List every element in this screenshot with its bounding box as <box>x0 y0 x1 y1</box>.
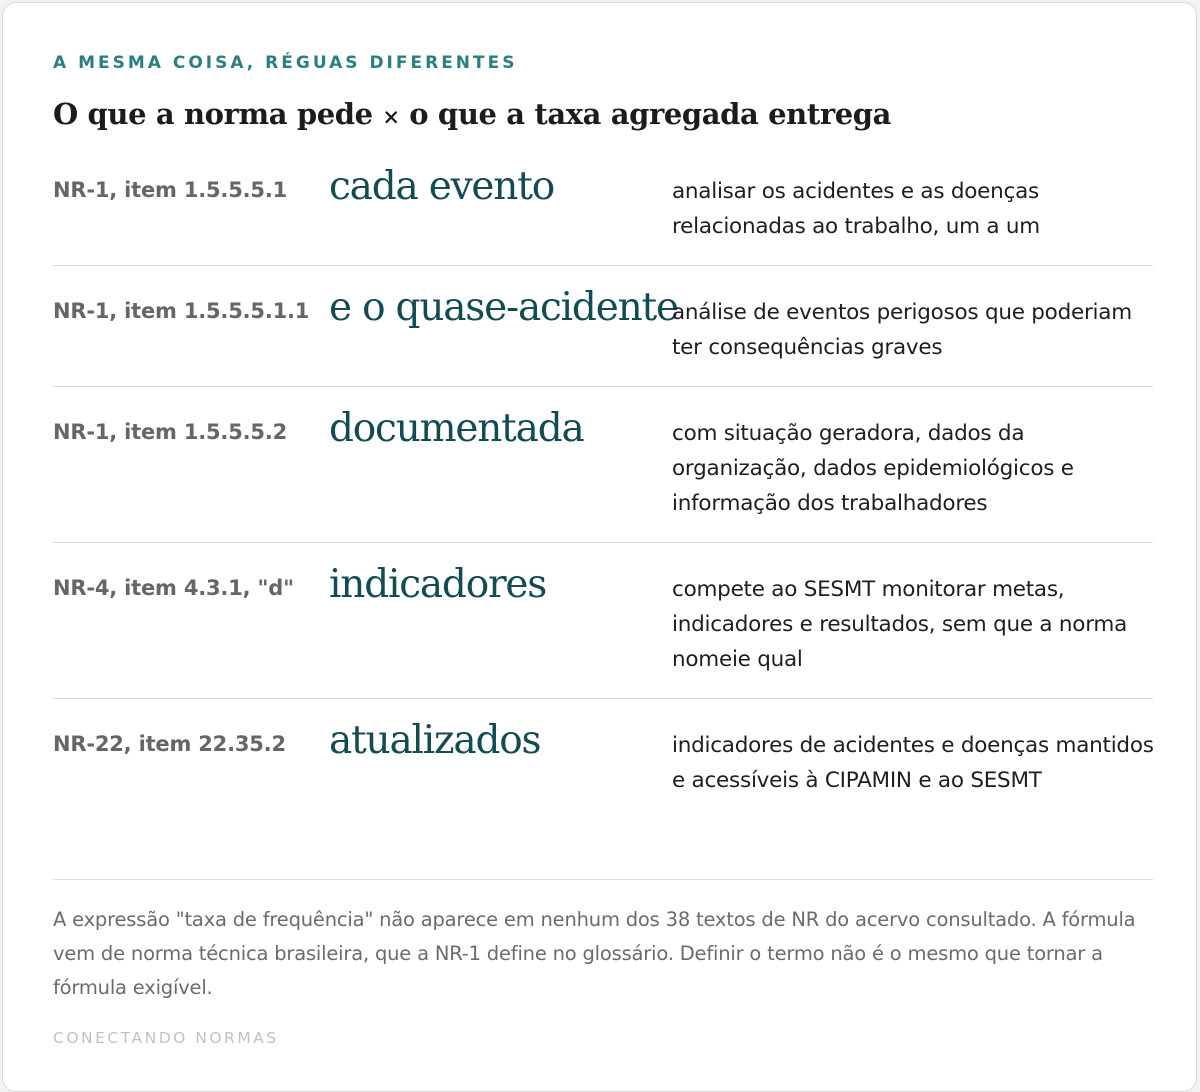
norm-description: com situação geradora, dados da organização, dados epidemiológicos e informação dos trabalhadores <box>672 421 1074 516</box>
norm-row <box>53 719 1153 855</box>
norm-description: analisar os acidentes e as doenças relacionadas ao trabalho, um a um <box>672 179 1040 239</box>
norm-reference: NR-1, item 1.5.5.5.1 <box>53 178 288 202</box>
norm-description: análise de eventos perigosos que poderiam ter consequências graves <box>672 300 1132 360</box>
norm-reference: NR-1, item 1.5.5.5.2 <box>53 420 288 444</box>
norm-keyword: indicadores <box>329 562 547 607</box>
norm-row <box>53 407 1153 543</box>
norm-description: indicadores de acidentes e doenças mantidos e acessíveis à CIPAMIN e ao SESMT <box>672 733 1154 793</box>
norm-reference: NR-4, item 4.3.1, "d" <box>53 576 294 600</box>
norm-keyword: documentada <box>329 406 584 451</box>
comparison-card <box>2 2 1197 1092</box>
card-title <box>53 97 891 131</box>
times-symbol: × <box>382 104 400 129</box>
footnote-paragraph: A expressão "taxa de frequência" não aparece em nenhum dos 38 textos de NR do acervo consultado. A fórmula vem de norma técnica brasileira, que a NR-1 define no glossário. Definir o termo não é o mesmo que tornar a fórmula exigível. <box>53 879 1153 1005</box>
norm-row <box>53 286 1153 387</box>
brand-footer: CONECTANDO NORMAS <box>53 1029 279 1047</box>
title-right: o que a taxa agregada entrega <box>409 97 892 131</box>
norm-reference: NR-22, item 22.35.2 <box>53 732 286 756</box>
norm-row <box>53 563 1153 699</box>
norm-keyword: e o quase-acidente <box>329 285 678 330</box>
norm-keyword: cada evento <box>329 164 554 209</box>
norm-keyword: atualizados <box>329 718 541 763</box>
norm-reference: NR-1, item 1.5.5.5.1.1 <box>53 299 310 323</box>
eyebrow-label: A MESMA COISA, RÉGUAS DIFERENTES <box>53 53 518 73</box>
norm-row <box>53 165 1153 266</box>
norm-description: compete ao SESMT monitorar metas, indicadores e resultados, sem que a norma nomeie qual <box>672 577 1128 672</box>
title-left: O que a norma pede <box>53 97 373 131</box>
